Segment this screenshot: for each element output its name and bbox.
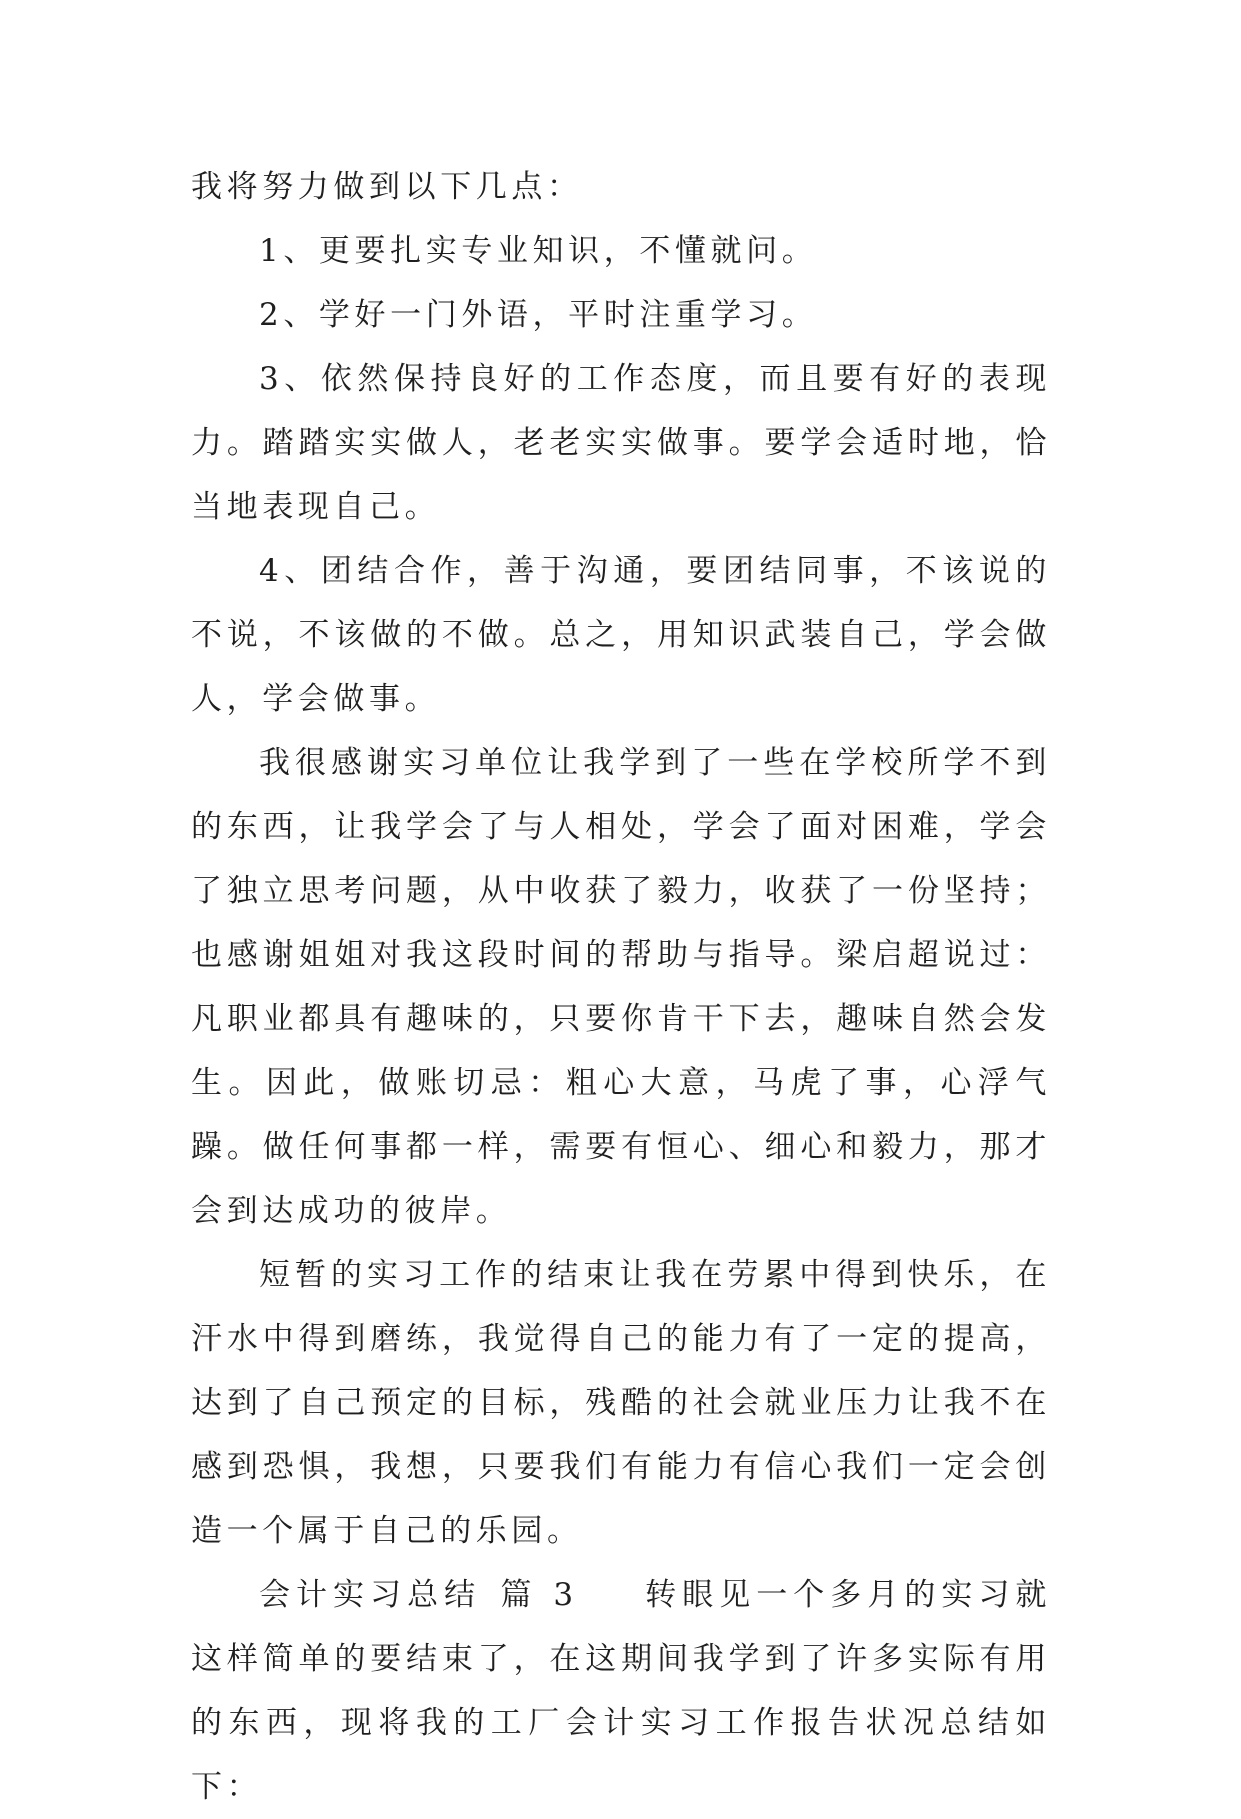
section-title: 会计实习总结 — [259, 1577, 482, 1613]
list-item-2: 2、学好一门外语，平时注重学习。 — [259, 297, 818, 333]
thanks-paragraph: 我很感谢实习单位让我学到了一些在学校所学不到的东西，让我学会了与人相处，学会了面对困难，学会了独立思考问题，从中收获了毅力，收获了一份坚持；也感谢姐姐对我这段时间的帮助与指导。梁启超说过：凡职业都具有趣味的，只要你肯干下去，趣味自然会发生。因此，做账切忌：粗心大意，马虎了事，心浮气躁。做任何事都一样，需要有恒心、细心和毅力，那才会到达成功的彼岸。 — [191, 745, 1051, 1229]
list-item-4: 4、团结合作，善于沟通，要团结同事，不该说的不说，不该做的不做。总之，用知识武装自己，学会做人，学会做事。 — [191, 553, 1051, 717]
list-item-3: 3、依然保持良好的工作态度，而且要有好的表现力。踏踏实实做人，老老实实做事。要学会适时地，恰当地表现自己。 — [191, 361, 1051, 525]
section-paragraph — [191, 1563, 1051, 1819]
document-body — [191, 155, 1051, 1819]
intro-paragraph: 我将努力做到以下几点： — [191, 169, 583, 205]
section-text: 转眼见一个多月的实习就这样简单的要结束了，在这期间我学到了许多实际有用的东西，现将我的工厂会计实习工作报告状况总结如下： — [191, 1577, 1051, 1805]
conclusion-paragraph: 短暂的实习工作的结束让我在劳累中得到快乐，在汗水中得到磨练，我觉得自己的能力有了一定的提高，达到了自己预定的目标，残酷的社会就业压力让我不在感到恐惧，我想，只要我们有能力有信心我们一定会创造一个属于自己的乐园。 — [191, 1257, 1051, 1549]
list-item-1: 1、更要扎实专业知识，不懂就问。 — [259, 233, 818, 269]
section-label: 篇 3 — [499, 1577, 578, 1613]
